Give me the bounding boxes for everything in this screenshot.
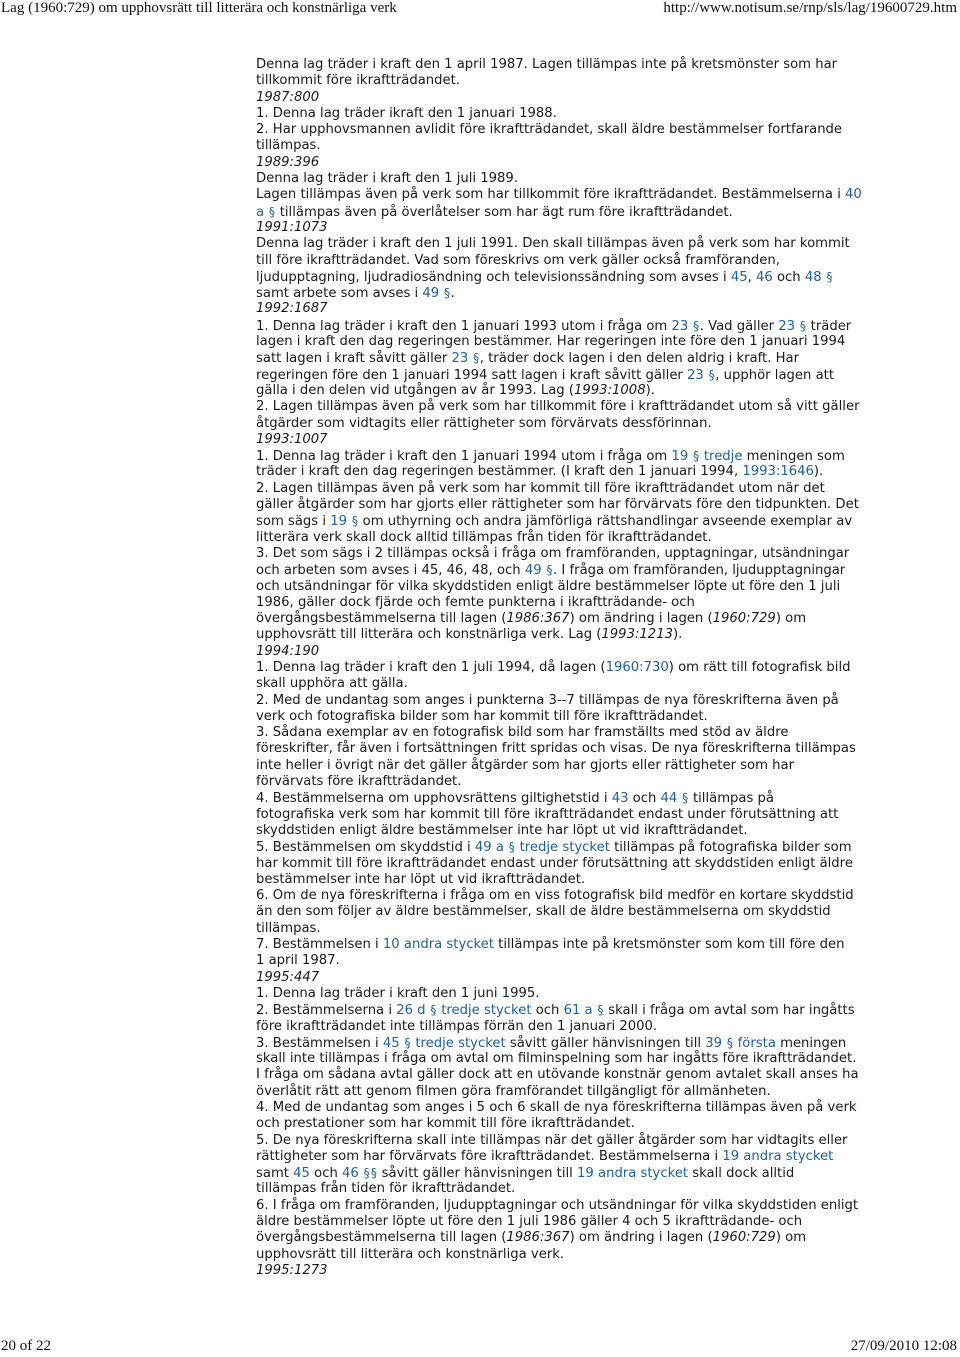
text-run: tillämpas från tiden för ikraftträdandet.: [256, 1181, 516, 1197]
text-run: meningen som: [742, 449, 845, 465]
section-symbol-link[interactable]: §: [708, 367, 716, 382]
text-run: 1. Denna lag träder i kraft den 1 januari 1993 utom i fråga om: [256, 318, 672, 334]
text-run: 3. Bestämmelsen i: [256, 1035, 383, 1051]
text-run: inte heller i övrigt när det gäller åtgärder som har gjorts eller rättigheter som har: [256, 757, 795, 773]
text-run: skall i fråga om avtal som har ingåtts: [604, 1003, 855, 1019]
text-run: åtgärder som vidtagits eller rättigheter som förvärvats dessförinnan.: [256, 415, 712, 431]
law-reference-link[interactable]: tredje stycket: [519, 840, 610, 856]
text-line: [256, 138, 900, 154]
section-symbol-link[interactable]: §§: [363, 1166, 378, 1181]
text-line: [256, 464, 900, 480]
text-line: [256, 448, 900, 464]
text-line: [256, 1084, 900, 1100]
text-line: [256, 187, 900, 203]
amendment-citation: 1993:1008: [574, 382, 646, 398]
text-run: tillämpas.: [256, 138, 321, 154]
amendment-citation: 1992:1687: [256, 301, 328, 317]
law-reference-link[interactable]: 23: [671, 318, 689, 334]
text-run: såvitt gäller hänvisningen till: [377, 1166, 578, 1182]
section-symbol-link[interactable]: §: [443, 286, 451, 301]
text-run: träder: [806, 318, 852, 334]
text-run: ) om rätt till fotografisk bild: [668, 659, 851, 675]
text-line: [256, 1230, 900, 1246]
text-run: ) om ändring i lagen (: [569, 1230, 713, 1246]
text-line: [256, 872, 900, 888]
text-run: tillämpas även på överlåtelser som har ägt rum före ikraftträdandet.: [275, 204, 733, 220]
law-reference-link[interactable]: 49: [422, 286, 440, 302]
section-symbol-link[interactable]: §: [545, 563, 554, 578]
text-line: [256, 807, 900, 823]
law-reference-link[interactable]: andra stycket: [743, 1148, 834, 1164]
section-symbol-link[interactable]: §: [799, 318, 807, 333]
law-reference-link[interactable]: 49: [524, 563, 542, 579]
text-run: övergångsbestämmelserna till lagen (: [256, 1230, 507, 1246]
text-run: skall inte tillämpas i fråga om avtal om filminspelning som har ingåtts före ikraftträdandet.: [256, 1051, 857, 1067]
section-symbol-link[interactable]: §: [692, 449, 700, 464]
text-run: tillämpas.: [256, 920, 321, 936]
text-line: [256, 204, 900, 220]
law-reference-link[interactable]: andra stycket: [598, 1166, 689, 1182]
text-line: [256, 676, 900, 692]
text-run: gälla i den delen vid utgången av år 1993. Lag (: [256, 382, 575, 398]
text-line: [256, 986, 900, 1002]
law-reference-link[interactable]: 49 a: [474, 840, 504, 856]
print-timestamp: 27/09/2010 12:08: [850, 1338, 957, 1354]
text-line: [256, 285, 900, 301]
text-line: [256, 546, 900, 562]
text-line: [256, 1051, 900, 1067]
print-footer: [0, 1338, 960, 1357]
text-run: litterära verk skall dock alltid tillämpas från tiden för ikraftträdandet.: [256, 529, 712, 545]
text-line: [256, 774, 900, 790]
text-line: [256, 562, 900, 578]
document-url: http://www.notisum.se/rnp/sls/lag/19600729.htm: [663, 0, 957, 16]
text-line: [256, 367, 900, 383]
amendment-citation: 1960:729: [712, 611, 776, 627]
text-line: [256, 888, 900, 904]
text-run: tillämpas på: [688, 791, 775, 807]
text-run: och: [309, 1166, 343, 1182]
print-header: [0, 0, 960, 20]
law-reference-link[interactable]: 23: [451, 351, 469, 367]
text-line: [256, 1181, 900, 1197]
amendment-citation: 1991:1073: [256, 219, 328, 235]
text-run: .: [450, 286, 455, 302]
text-line: [256, 1198, 900, 1214]
text-line: [256, 57, 900, 73]
amendment-citation: 1994:190: [256, 643, 320, 659]
law-reference-link[interactable]: 45: [382, 1035, 400, 1051]
text-line: [256, 693, 900, 709]
text-run: skyddstiden enligt äldre bestämmelser inte har löpt ut vid ikraftträdandet.: [256, 822, 748, 838]
text-run: ) om: [775, 1230, 807, 1246]
text-line: [256, 481, 900, 497]
text-line: [256, 1149, 900, 1165]
section-symbol-link[interactable]: §: [508, 840, 516, 855]
text-run: . I fråga om framföranden, ljudupptagningar: [553, 563, 846, 579]
law-reference-link[interactable]: 48: [804, 269, 822, 285]
text-run: och utsändningar för vilka skyddstiden enligt äldre bestämmelser löpte ut före den 1 juli: [256, 578, 841, 594]
text-run: regeringen före den 1 januari 1994 satt lagen i kraft såvitt gäller: [256, 367, 688, 383]
text-run: meningen: [775, 1035, 847, 1051]
text-run: 4. Bestämmelserna om upphovsrättens giltighetstid i: [256, 791, 612, 807]
text-run: Lagen tillämpas även på verk som har tillkommit före ikraftträdandet. Bestämmelserna i: [256, 187, 846, 203]
text-run: föreskrifter, får även i fortsättningen fritt spridas och visas. De nya föreskrifterna tillämpas: [256, 741, 856, 757]
section-symbol-link[interactable]: §: [351, 514, 359, 529]
text-run: Denna lag träder i kraft den 1 april 1987. Lagen tillämpas inte på kretsmönster som har: [256, 57, 838, 72]
text-run: ).: [813, 464, 824, 480]
text-run: satt lagen i kraft såvitt gäller: [256, 351, 452, 367]
amendment-citation: 1986:367: [506, 1230, 570, 1246]
text-run: bestämmelser inte har löpt ut vid ikraftträdandet.: [256, 871, 586, 887]
text-run: . Vad gäller: [699, 318, 779, 334]
text-run: och prestationer som har kommit till före ikraftträdandet.: [256, 1116, 635, 1132]
text-run: upphovsrätt till litterära och konstnärliga verk.: [256, 1246, 565, 1262]
text-run: I fråga om sådana avtal gäller dock att en utövande konstnär genom avtalet skall anses ha: [256, 1067, 859, 1083]
text-line: [256, 1067, 900, 1083]
text-line: [256, 660, 900, 676]
text-run: 1. Denna lag träder i kraft den 1 juli 1994, då lagen (: [256, 659, 606, 675]
text-line: [256, 1035, 900, 1051]
law-reference-link[interactable]: a: [256, 204, 265, 220]
text-line: [256, 497, 900, 513]
text-line: [256, 301, 900, 317]
text-run: 3. Sådana exemplar av en fotografisk bild som har framställts med stöd av äldre: [256, 725, 789, 741]
law-reference-link[interactable]: 40: [845, 187, 862, 203]
text-run: överlåtit rätt att genom filmen göra framförandet tillgängligt för allmänheten.: [256, 1083, 771, 1099]
text-line: [256, 921, 900, 937]
section-symbol-link[interactable]: §: [596, 1003, 605, 1018]
text-run: ) om: [775, 611, 807, 627]
text-run: om uthyrning och andra jämförliga rättshandlingar avseende exemplar av: [358, 514, 853, 530]
law-reference-link[interactable]: 44: [660, 791, 678, 807]
text-run: verk och fotografiska bilder som har kommit till före ikraftträdandet.: [256, 708, 708, 724]
text-run: tillkommit före ikraftträdandet.: [256, 73, 460, 89]
text-run: 1. Denna lag träder ikraft den 1 januari 1988.: [256, 105, 557, 121]
text-run: 1. Denna lag träder i kraft den 1 juni 1995.: [256, 985, 540, 1001]
amendment-citation: 1960:729: [712, 1230, 776, 1246]
law-reference-link[interactable]: 23: [778, 318, 796, 334]
text-run: fotografiska verk som har kommit till före ikraftträdandet endast under förutsättning att: [256, 806, 839, 822]
text-line: [256, 253, 900, 269]
law-reference-link[interactable]: första: [737, 1035, 776, 1051]
text-run: samt arbete som avses i: [256, 286, 423, 302]
law-reference-link[interactable]: 19: [577, 1166, 594, 1182]
text-line: [256, 741, 900, 757]
text-line: [256, 220, 900, 236]
text-run: gäller åtgärder som har gjorts eller rättigheter som har förvärvats före den tidpunkten. Det: [256, 497, 859, 513]
section-symbol-link[interactable]: §: [825, 269, 834, 284]
text-line: [256, 1214, 900, 1230]
text-line: [256, 579, 900, 595]
text-run: Denna lag träder i kraft den 1 juli 1991. Den skall tillämpas även på verk som har kommit: [256, 236, 850, 252]
text-run: rättigheter som har förvärvats före ikraftträdandet. Bestämmelserna i: [256, 1148, 723, 1164]
text-run: , upphör lagen att: [715, 367, 834, 383]
text-run: , träder dock lagen i den delen aldrig i kraft. Har: [479, 351, 800, 367]
text-run: skall upphöra att gälla.: [256, 676, 408, 692]
text-line: [256, 1019, 900, 1035]
text-run: ).: [645, 382, 655, 398]
text-line: [256, 122, 900, 138]
amendment-citation: 1993:1213: [601, 627, 673, 643]
text-run: förvärvats före ikraftträdandet.: [256, 774, 462, 790]
document-title: Lag (1960:729) om upphovsrätt till litterära och konstnärliga verk: [1, 0, 397, 16]
text-line: [256, 90, 900, 106]
text-run: 7. Bestämmelsen i: [256, 937, 383, 953]
document-body: [256, 57, 900, 1279]
section-symbol-link[interactable]: §: [726, 1035, 734, 1050]
text-line: [256, 611, 900, 627]
text-line: [256, 432, 900, 448]
text-line: [256, 399, 900, 415]
text-line: [256, 1116, 900, 1132]
text-run: till före ikraftträdandet. Vad som föreskrivs om verk gäller också framföranden,: [256, 252, 780, 268]
text-run: lagen i kraft den dag regeringen bestämmer. Har regeringen inte före den 1 januari 1994: [256, 334, 846, 350]
text-line: [256, 318, 900, 334]
text-run: och: [772, 269, 805, 285]
amendment-citation: 1995:447: [256, 969, 320, 985]
section-symbol-link[interactable]: §: [268, 204, 276, 219]
law-reference-link[interactable]: 1993:1646: [742, 464, 814, 480]
section-symbol-link[interactable]: §: [681, 791, 689, 806]
text-run: och: [531, 1003, 564, 1019]
text-line: [256, 709, 900, 725]
text-run: 2. Med de undantag som anges i punkterna 3--7 tillämpas de nya föreskrifterna även på: [256, 692, 839, 708]
law-reference-link[interactable]: andra stycket: [403, 937, 494, 953]
text-line: [256, 155, 900, 171]
text-run: äldre bestämmelser löpte ut före den 1 juli 1986 gäller 4 och 5 ikraftträdande- och: [256, 1214, 803, 1230]
text-line: [256, 725, 900, 741]
law-reference-link[interactable]: 10: [382, 937, 400, 953]
section-symbol-link[interactable]: §: [472, 351, 480, 366]
text-line: [256, 1165, 900, 1181]
text-line: [256, 758, 900, 774]
law-reference-link[interactable]: 23: [687, 367, 704, 383]
text-run: ,: [747, 269, 756, 285]
text-run: som sägs i: [256, 514, 331, 530]
text-run: upphovsrätt till litterära och konstnärliga verk. Lag (: [256, 627, 602, 643]
amendment-citation: 1995:1273: [256, 1262, 328, 1278]
text-run: 6. Om de nya föreskrifterna i fråga om en viss fotografisk bild medför en kortare skyddstid: [256, 888, 854, 904]
text-run: såvitt gäller hänvisningen till: [505, 1035, 706, 1051]
text-run: 1 april 1987.: [256, 953, 340, 969]
law-reference-link[interactable]: 19: [330, 514, 347, 530]
text-line: [256, 269, 900, 285]
text-run: ).: [672, 627, 683, 643]
text-run: skall dock alltid: [688, 1166, 795, 1182]
law-reference-link[interactable]: tredje stycket: [441, 1003, 532, 1019]
text-line: [256, 1100, 900, 1116]
text-line: [256, 73, 900, 89]
text-run: Denna lag träder i kraft den 1 juli 1989.: [256, 171, 519, 187]
text-line: [256, 106, 900, 122]
text-line: [256, 790, 900, 806]
text-line: [256, 1263, 900, 1279]
law-reference-link[interactable]: 39: [705, 1035, 722, 1051]
text-run: 1986, gäller dock fjärde och femte punkterna i ikraftträdande- och: [256, 594, 695, 610]
text-line: [256, 595, 900, 611]
text-line: [256, 823, 900, 839]
law-reference-link[interactable]: 45: [730, 269, 748, 285]
section-symbol-link[interactable]: §: [429, 1003, 437, 1018]
text-run: 2. Har upphovsmannen avlidit före ikraftträdandet, skall äldre bestämmelser fortfarande: [256, 122, 843, 138]
text-run: tillämpas inte på kretsmönster som kom till före den: [493, 937, 845, 953]
text-run: 2. Bestämmelserna i: [256, 1003, 397, 1019]
text-line: [256, 937, 900, 953]
section-symbol-link[interactable]: §: [403, 1035, 412, 1050]
text-run: samt: [256, 1166, 294, 1182]
text-run: 5. De nya föreskrifterna skall inte tillämpas när det gäller åtgärder som har vidtagits eller: [256, 1132, 848, 1148]
text-run: 3. Det som sägs i 2 tillämpas också i fråga om framföranden, upptagningar, utsändningar: [256, 545, 850, 561]
text-line: [256, 839, 900, 855]
amendment-citation: 1987:800: [256, 89, 320, 105]
text-line: [256, 904, 900, 920]
text-run: ljudupptagning, ljudradiosändning och televisionssändning som avses i: [256, 269, 731, 285]
text-run: före ikraftträdandet inte tillämpas förrän den 1 januari 2000.: [256, 1018, 658, 1034]
amendment-citation: 1986:367: [506, 611, 570, 627]
text-line: [256, 627, 900, 643]
text-line: [256, 383, 900, 399]
text-line: [256, 953, 900, 969]
page-counter: 20 of 22: [1, 1338, 51, 1354]
law-reference-link[interactable]: 1960:730: [605, 659, 669, 675]
text-run: tillämpas på fotografiska bilder som: [609, 840, 852, 856]
text-run: än den som följer av äldre bestämmelser, skall de äldre bestämmelserna om skyddstid: [256, 904, 831, 920]
text-run: övergångsbestämmelserna till lagen (: [256, 611, 507, 627]
law-reference-link[interactable]: 43: [611, 791, 629, 807]
text-line: [256, 350, 900, 366]
text-run: 6. I fråga om framföranden, ljudupptagningar och utsändningar för vilka skyddstiden enligt: [256, 1197, 859, 1213]
text-line: [256, 334, 900, 350]
text-run: 1. Denna lag träder i kraft den 1 januari 1994 utom i fråga om: [256, 449, 672, 465]
law-reference-link[interactable]: 45: [293, 1166, 310, 1182]
text-run: 4. Med de undantag som anges i 5 och 6 skall de nya föreskrifterna tillämpas även på verk: [256, 1100, 857, 1115]
text-line: [256, 236, 900, 252]
law-reference-link[interactable]: tredje: [703, 449, 743, 465]
text-line: [256, 1002, 900, 1018]
law-reference-link[interactable]: 46: [756, 269, 773, 285]
law-reference-link[interactable]: 26 d: [396, 1003, 426, 1019]
text-line: [256, 171, 900, 187]
text-line: [256, 416, 900, 432]
text-run: har kommit till före ikraftträdandet endast under förutsättning att skyddstiden enligt äldre: [256, 855, 853, 871]
law-reference-link[interactable]: 19: [671, 449, 689, 465]
law-reference-link[interactable]: 46: [342, 1166, 359, 1182]
section-symbol-link[interactable]: §: [692, 318, 700, 333]
law-reference-link[interactable]: 61 a: [563, 1003, 593, 1019]
text-run: 2. Lagen tillämpas även på verk som har tillkommit före i kraftträdandet utom så vitt gäller: [256, 399, 860, 415]
amendment-citation: 1989:396: [256, 154, 320, 170]
text-line: [256, 1247, 900, 1263]
text-line: [256, 644, 900, 660]
text-line: [256, 1133, 900, 1149]
law-reference-link[interactable]: 19: [722, 1148, 740, 1164]
text-line: [256, 856, 900, 872]
text-run: 5. Bestämmelsen om skyddstid i: [256, 840, 475, 856]
text-line: [256, 513, 900, 529]
text-line: [256, 530, 900, 546]
amendment-citation: 1993:1007: [256, 431, 328, 447]
text-run: träder i kraft den dag regeringen bestämmer. (I kraft den 1 januari 1994,: [256, 464, 743, 480]
law-reference-link[interactable]: tredje stycket: [415, 1035, 506, 1051]
text-run: och: [628, 791, 661, 807]
text-run: och arbeten som avses i 45, 46, 48, och: [256, 563, 525, 579]
text-run: ) om ändring i lagen (: [569, 611, 713, 627]
text-line: [256, 970, 900, 986]
text-run: 2. Lagen tillämpas även på verk som har kommit till före ikraftträdandet utom när det: [256, 480, 825, 496]
